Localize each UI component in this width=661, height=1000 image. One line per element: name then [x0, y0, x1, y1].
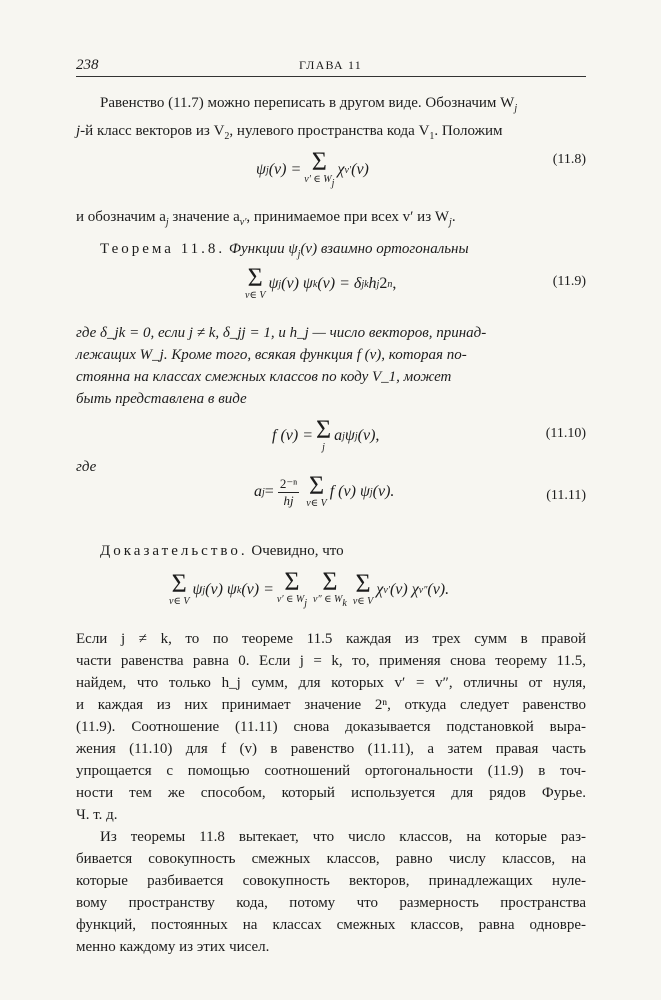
denote-d: .	[451, 209, 456, 225]
eq9-tail: ,	[392, 275, 397, 292]
eq11-frac-num: 2⁻ⁿ	[279, 475, 298, 491]
eq9-pow: 2	[379, 275, 388, 292]
proof-sum-1: Σ v∈ V	[169, 569, 190, 607]
intro-line-2b: -й класс векторов из V	[80, 123, 225, 139]
proof-line: жения (11.10) для f (v) в равенство (11.11), а затем правая часть	[76, 741, 586, 757]
closing-last-line: менно каждому из этих чисел.	[76, 939, 270, 955]
eq8-sum: Σ v′ ∈ Wj	[304, 147, 335, 189]
eq9-sum: Σ v∈ V	[245, 263, 266, 301]
eq11-equals: =	[264, 483, 274, 500]
theorem-text-a: Функции ψ	[225, 241, 298, 257]
proof-sum-3: Σ v″ ∈ Wk	[313, 567, 347, 609]
proof-sum-2-limit: v′ ∈ W	[276, 594, 305, 605]
eq11-term: f (v) ψ	[329, 483, 370, 500]
eq8-lhs-arg: (v) =	[268, 161, 302, 178]
eq11-frac-den: hj	[283, 492, 294, 508]
eq11-a-sub: j	[262, 486, 265, 498]
eq9-sub-jk: jk	[361, 278, 369, 290]
intro-line-2c: , нулевого пространства кода V	[229, 123, 430, 139]
closing-line: которые разбивается совокупность векторов, принадлежащих нуле-	[76, 873, 586, 889]
eq11-sum: Σ v∈ V	[306, 471, 327, 509]
closing-paragraph	[76, 826, 586, 936]
header-rule	[76, 76, 586, 77]
eq9-h: h	[368, 275, 377, 292]
eq11-term-end: (v).	[372, 483, 395, 500]
eq10-lhs: f (v) =	[272, 427, 313, 444]
eq10-number: (11.10)	[545, 426, 586, 441]
eq10-a: a	[334, 427, 343, 444]
proof-equation	[76, 567, 586, 616]
eq9-sub-hj: j	[376, 278, 380, 290]
denote-a: и обозначим a	[76, 209, 166, 225]
eq9-sup: n	[387, 278, 393, 290]
proof-lhs-end: (v) =	[241, 581, 274, 598]
denote-a-sub: j	[165, 217, 169, 228]
proof-line: и каждая из них принимает значение 2ⁿ, откуда следует равенство	[76, 697, 586, 713]
eq8-chi: χ	[337, 161, 345, 178]
theorem-label: Теорема 11.8.	[100, 241, 226, 257]
intro-line-2d: . Положим	[434, 123, 503, 139]
proof-rhs-mid: (v) χ	[389, 581, 419, 598]
running-head: ГЛАВА 11	[299, 58, 362, 72]
denote-b: значение a	[168, 209, 240, 225]
theorem-cont-line-2: лежащих W_j. Кроме того, всякая функция f (v), которая по-	[76, 347, 467, 363]
proof-line: части равенства равна 0. Если j = k, то, применяя снова теорему 11.5,	[76, 653, 586, 669]
proof-chi-sub-1: v′	[383, 584, 390, 596]
page-number: 238	[76, 57, 99, 73]
intro-j: j	[76, 123, 81, 139]
equation-11-9	[76, 263, 586, 310]
eq11-sum-limit: v∈ V	[306, 498, 327, 509]
eq11-number: (11.11)	[546, 488, 586, 503]
eq11-fraction	[278, 476, 299, 509]
eq10-arg: (v),	[357, 427, 380, 444]
eq9-psi: ψ	[268, 275, 279, 292]
proof-chi: χ	[376, 581, 384, 598]
eq11-term-sub: j	[369, 486, 373, 498]
proof-sum-2-sub: j	[304, 598, 308, 609]
eq10-psi-sub: j	[354, 430, 358, 442]
eq9-sum-limit: v∈ V	[245, 290, 266, 301]
eq8-psi-sub: j	[265, 164, 269, 176]
eq8-psi: ψ	[256, 161, 266, 178]
eq9-number: (11.9)	[552, 274, 586, 289]
eq8-chi-sub: v′	[344, 164, 352, 176]
intro-sub-1: 1	[429, 131, 435, 142]
eq9-sub-k: k	[312, 278, 318, 290]
eq9-sub-j: j	[278, 278, 282, 290]
denote-c: , принимаемое при всех v′ из W	[246, 209, 450, 225]
proof-sum-2: Σ v′ ∈ Wj	[276, 567, 308, 609]
qed: Ч. т. д.	[76, 807, 118, 823]
eq8-sum-limit: v′ ∈ W	[304, 174, 332, 185]
denote-b-sub: v′	[239, 217, 247, 228]
proof-sum-3-sub: k	[342, 598, 347, 609]
theorem-sub: j	[297, 249, 301, 260]
proof-label: Доказательство.	[100, 543, 248, 559]
intro-paragraph	[76, 92, 586, 148]
proof-start	[76, 540, 586, 562]
equation-11-8	[76, 147, 586, 190]
proof-mid: (v) ψ	[205, 581, 237, 598]
intro-line-1: Равенство (11.7) можно переписать в другом виде. Обозначим W	[100, 95, 515, 111]
theorem-statement	[76, 238, 586, 266]
proof-sum-4-limit: v∈ V	[352, 596, 374, 607]
eq9-mid: (v) ψ	[281, 275, 313, 292]
proof-line: Если j ≠ k, то по теореме 11.5 каждая из трех сумм в правой	[76, 631, 586, 647]
proof-line: (11.9). Соотношение (11.11) снова доказывается подстановкой выра-	[76, 719, 586, 735]
intro-sub: j	[514, 103, 518, 114]
proof-rhs-end: (v).	[427, 581, 450, 598]
proof-body	[76, 628, 586, 804]
theorem-text-b: (v) взаимно ортогональны	[300, 241, 469, 257]
intro-sub-2: 2	[224, 131, 230, 142]
proof-sum-4: Σ v∈ V	[352, 569, 374, 607]
proof-psi: ψ	[192, 581, 203, 598]
theorem-cont-line-1: где δ_jk = 0, если j ≠ k, δ_jj = 1, и h_j — число векторов, принад-	[76, 325, 487, 341]
eq10-psi: ψ	[344, 427, 355, 444]
theorem-cont-line-4: быть представлена в виде	[76, 391, 247, 407]
eq11-a: a	[254, 483, 262, 500]
proof-sum-1-limit: v∈ V	[169, 596, 190, 607]
denote-c-sub: j	[449, 217, 452, 228]
proof-sub-k: k	[236, 584, 242, 596]
proof-sub-j: j	[202, 584, 206, 596]
proof-line: найдем, что только h_j сумм, для которых v′ = v″, отличны от нуля,	[76, 675, 586, 691]
eq8-sum-limit-sub: j	[331, 178, 335, 189]
eq10-a-sub: j	[342, 430, 345, 442]
where-label: где	[76, 459, 97, 475]
proof-line: упрощается с помощью соотношений ортогональности (11.9) в точ-	[76, 763, 586, 779]
equation-11-11	[76, 471, 586, 524]
proof-sum-3-limit: v″ ∈ W	[313, 594, 343, 605]
closing-line: функций, постоянных на классах смежных классов, равна одновре-	[76, 917, 586, 933]
denote-line	[76, 206, 586, 234]
theorem-cont-line-3: стоянна на классах смежных классов по коду V_1, может	[76, 369, 452, 385]
closing-line: Из теоремы 11.8 вытекает, что число классов, на которые раз-	[100, 829, 586, 845]
theorem-continuation	[76, 322, 586, 410]
closing-line: вому пространству кода, потому что размерность пространства	[76, 895, 586, 911]
proof-chi-sub-2: v″	[418, 584, 428, 596]
eq9-end: (v) = δ	[317, 275, 362, 292]
eq10-sum-limit: j	[322, 442, 325, 453]
eq8-number: (11.8)	[552, 152, 586, 167]
closing-line: бивается совокупность смежных классов, равно числу классов, на	[76, 851, 586, 867]
eq10-sum: Σ j	[316, 415, 332, 453]
proof-line: ности тем же способом, который используется для рядов Фурье.	[76, 785, 586, 801]
proof-intro-text: Очевидно, что	[247, 543, 344, 559]
eq8-chi-arg: (v)	[351, 161, 369, 178]
